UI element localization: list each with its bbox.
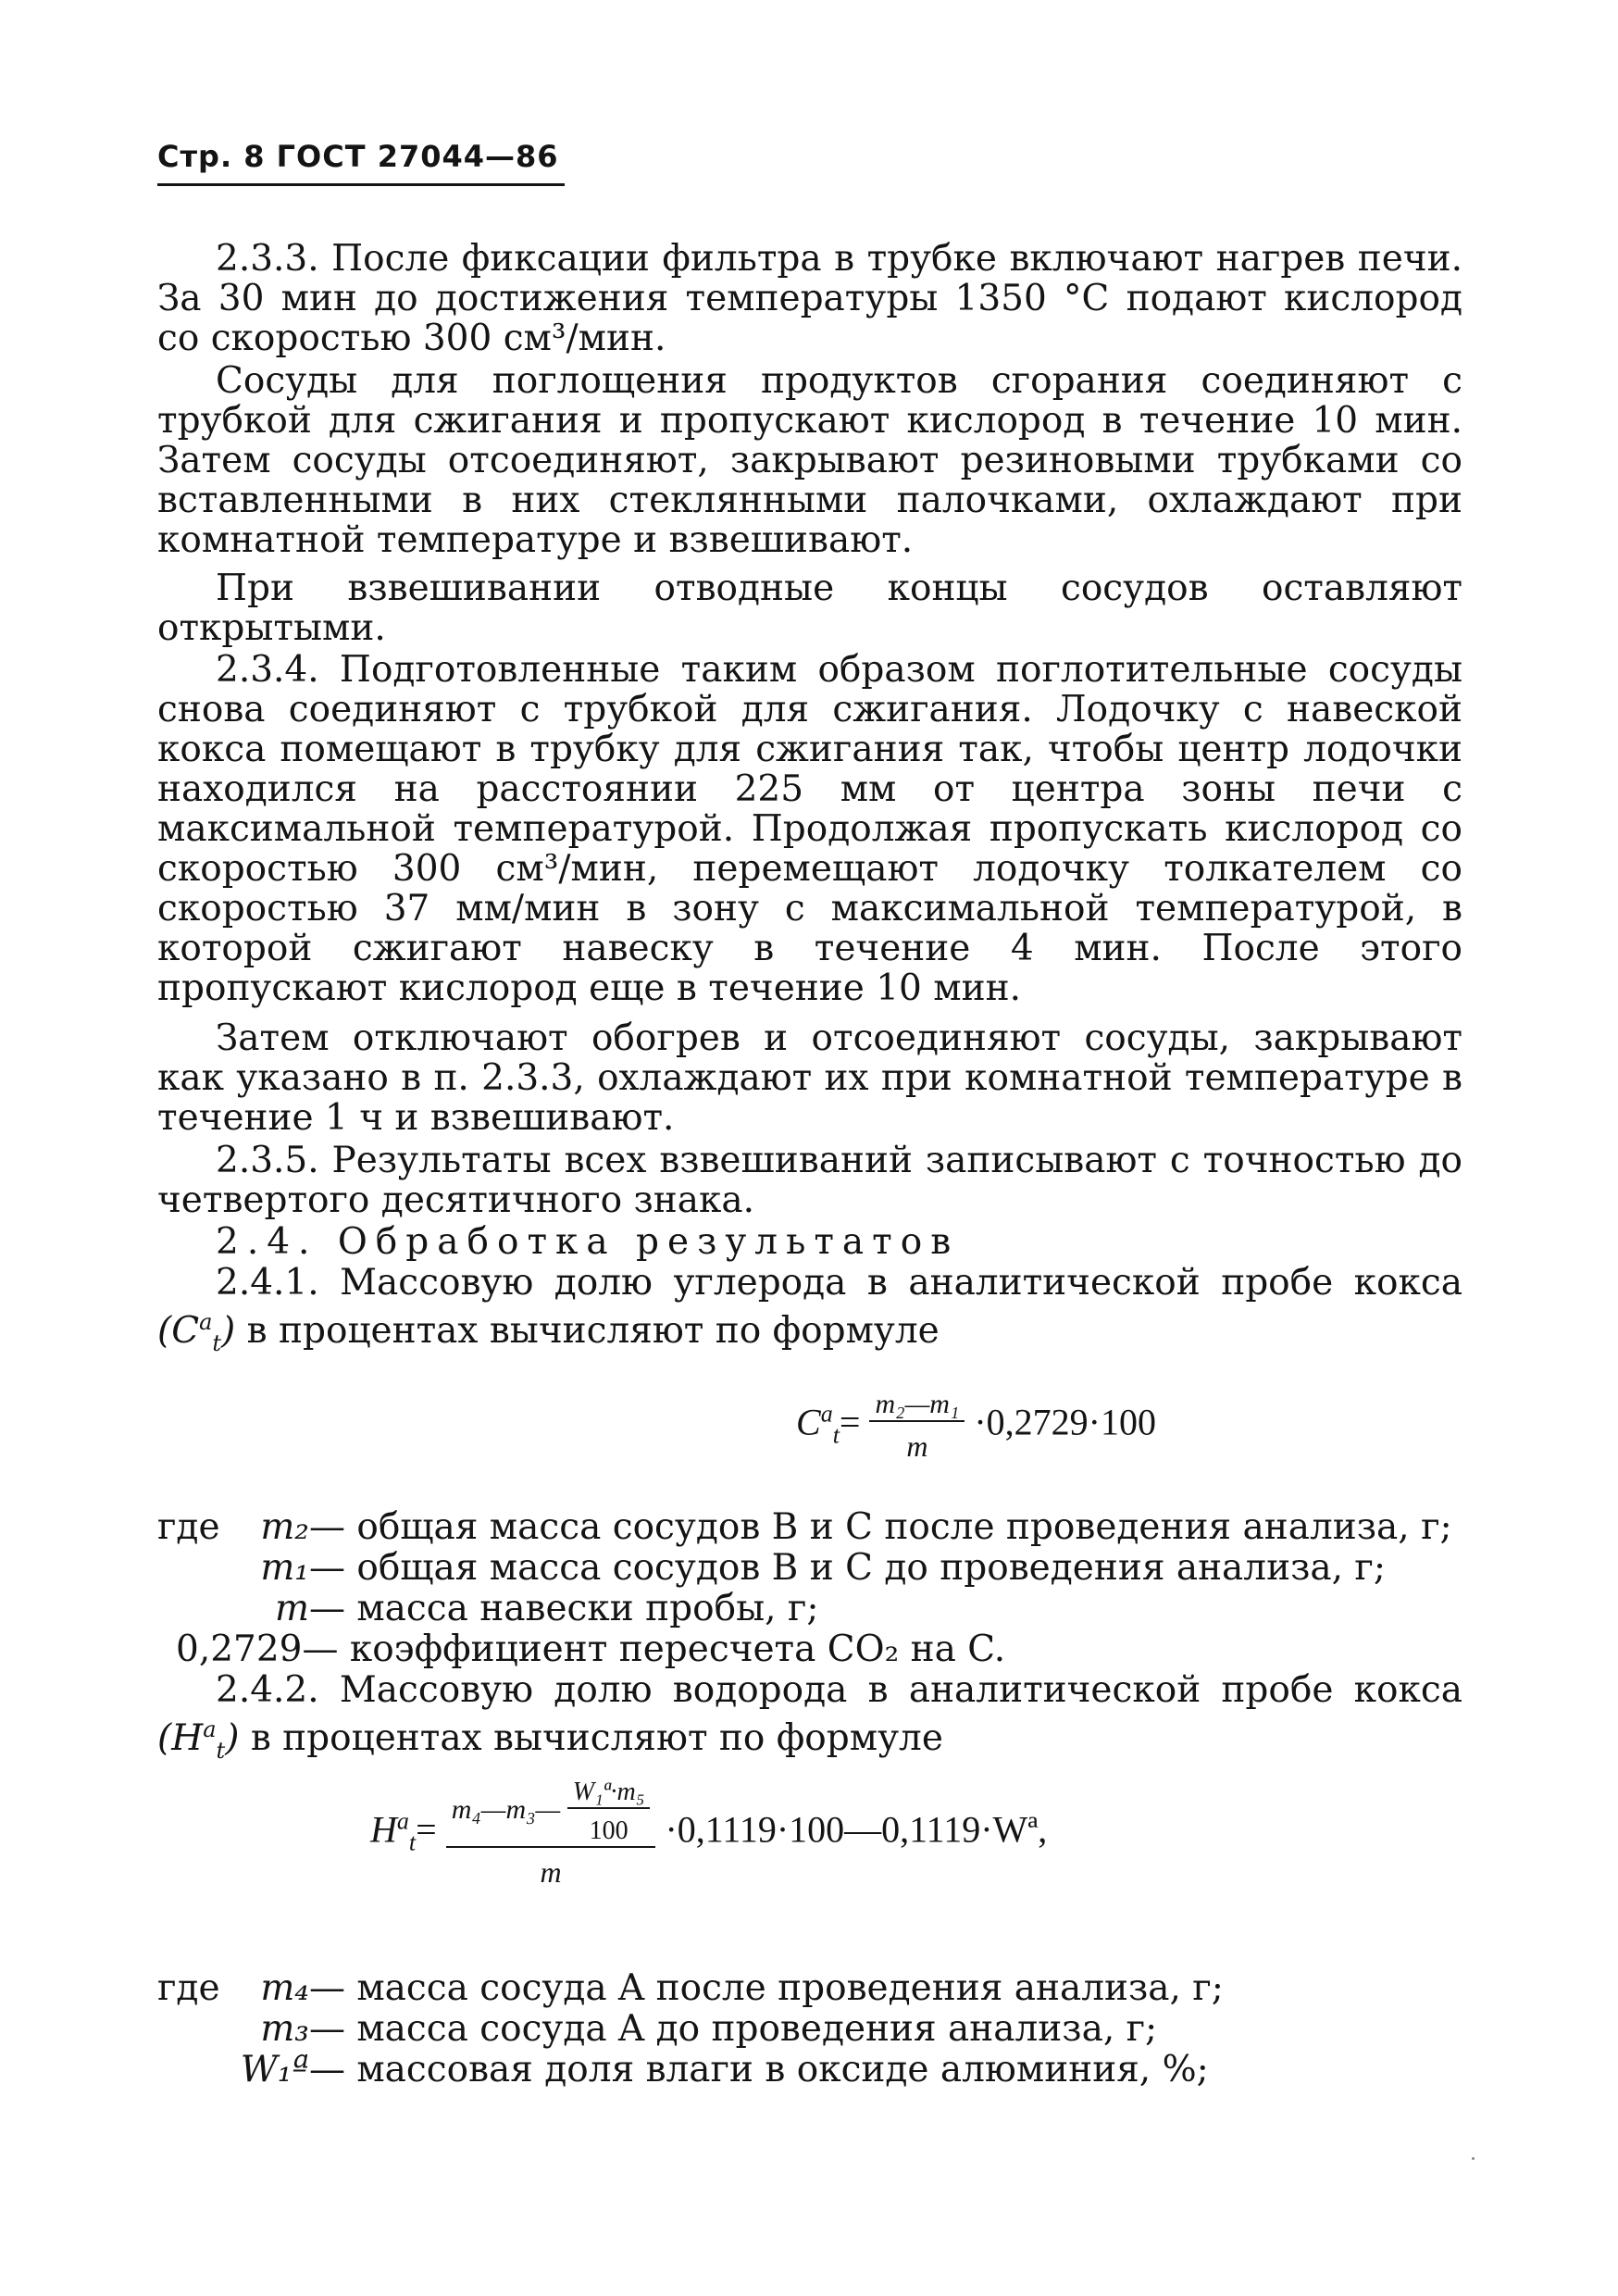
paragraph-2-4-1-tail: в процентах вычисляют по формуле [246,1310,940,1352]
paragraph-2-4-2-tail: в процентах вычисляют по формуле [250,1717,943,1759]
defs1-row-4: 0,2729— коэффициент пересчета CO₂ на C. [176,1628,1006,1670]
defs1-row-3: m— масса навески пробы, г; [274,1588,819,1629]
page-header: Стр. 8 ГОСТ 27044—86 [157,139,559,174]
carbon-symbol: $(C^a_t)$ [157,1309,236,1356]
hydrogen-main-fraction: m₄—m₃— $\frac{\text{W₁ª·m₅}}{100}$ m [446,1778,656,1890]
hydrogen-inner-fraction: $\frac{\text{W₁ª·m₅}}{100}$ [567,1778,651,1846]
defs1-row-2: m₁— общая масса сосудов B и C до проведения анализа, г; [260,1547,1386,1589]
paragraph-weighing: При взвешивании отводные концы сосудов оставляют открытыми. [157,568,1462,649]
paragraph-2-4-1 [157,1263,1462,1364]
paragraph-2-4-1-text: 2.4.1. Массовую долю углерода в аналитической пробе кокса [216,1262,1462,1304]
paragraph-2-4-2 [157,1670,1462,1771]
defs1-row-1: где m₂— общая масса сосудов B и C после проведения анализа, г; [157,1506,1452,1548]
paragraph-vessels: Сосуды для поглощения продуктов сгорания соединяют с трубкой для сжигания и пропускают кислород в течение 10 мин. Затем сосуды отсоединяют, закрывают резиновыми трубками со вставленными в них стеклянными палочками, охлаждают при комнатной температуре и взвешивают. [157,360,1462,561]
carbon-formula: $C^a_t=$ $\frac{\text{m₂—m₁}}{m}$ ·0,2729·100 [796,1389,1156,1463]
paragraph-2-3-5: 2.3.5. Результаты всех взвешиваний записывают с точностью до четвертого десятичного знака. [157,1140,1462,1221]
scan-speck [1472,2157,1475,2160]
defs2-row-2: m₃— масса сосуда A до проведения анализа, г; [260,2008,1158,2050]
carbon-fraction: $\frac{\text{m₂—m₁}}{m}$ [869,1389,965,1464]
paragraph-heating-off: Затем отключают обогрев и отсоединяют сосуды, закрывают как указано в п. 2.3.3, охлаждают их при комнатной температуре в течение 1 ч и взвешивают. [157,1017,1462,1139]
paragraph-2-3-3: 2.3.3. После фиксации фильтра в трубке включают нагрев печи. За 30 мин до достижения температуры 1350 °С подают кислород со скоростью 300 см³/мин. [157,238,1462,359]
paragraph-2-3-4: 2.3.4. Подготовленные таким образом поглотительные сосуды снова соединяют с трубкой для сжигания. Лодочку с навеской кокса помещают в трубку для сжигания так, чтобы центр лодочки находился на расстоянии 225 мм от центра зоны печи с максимальной температурой. Продолжая пропускать кислород со скоростью 300 см³/мин, перемещают лодочку толкателем со скоростью 37 мм/мин в зону с максимальной температурой, в которой сжигают навеску в течение 4 мин. После этого пропускают кислород еще в течение 10 мин. [157,649,1462,1009]
defs2-row-3: W₁ª— массовая доля влаги в оксиде алюминия, %; [240,2049,1209,2090]
hydrogen-symbol: $(H^a_t)$ [157,1716,240,1764]
header-rule [157,183,565,186]
section-title-2-4: 2.4. Обработка результатов [216,1221,960,1263]
defs2-row-1: где m₄— масса сосуда A после проведения анализа, г; [157,1967,1224,2009]
hydrogen-formula: $H^a_t=$ m₄—m₃— $\frac{\text{W₁ª·m₅}}{100}$ m ·0,1119·100—0,1119·Wª, [370,1778,1048,1889]
paragraph-2-4-2-text: 2.4.2. Массовую долю водорода в аналитической пробе кокса [216,1669,1462,1711]
